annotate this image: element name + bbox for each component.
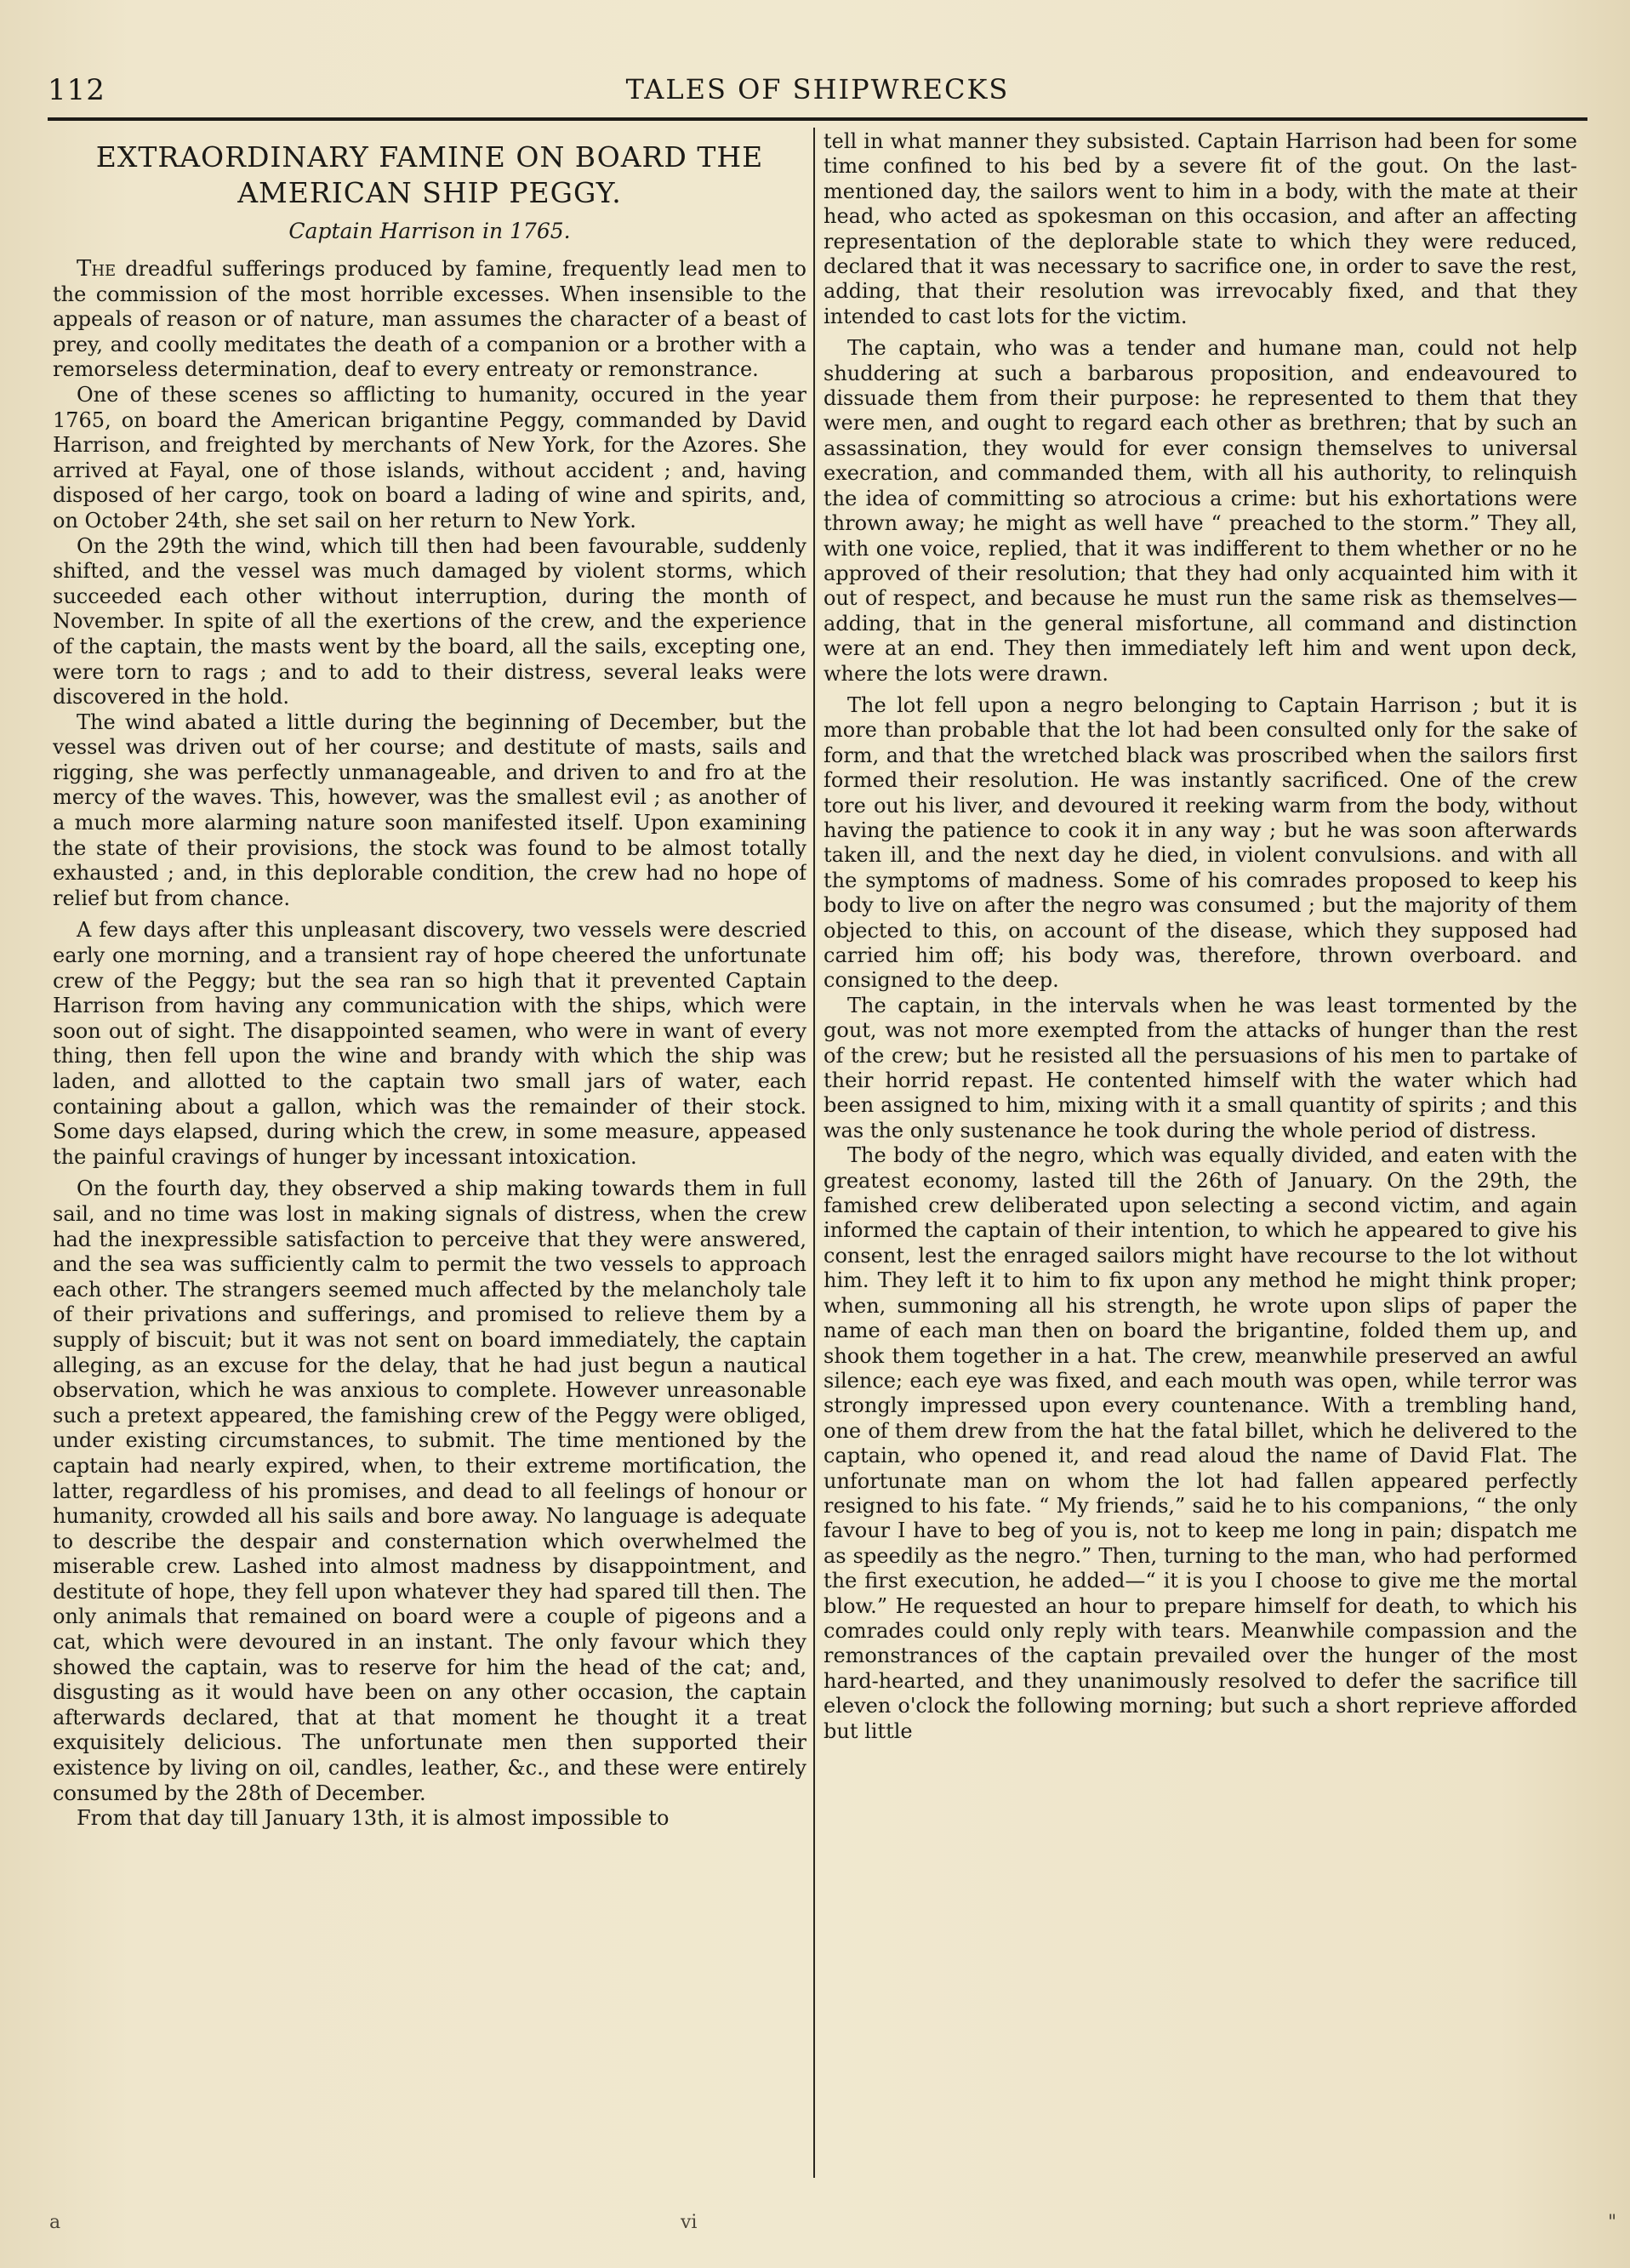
paragraph: The wind abated a little during the beginning of December, but the vessel was driven out of her course; and destitute of masts, sails and rigging, she was perfectly unmanageable, and driven to and fro at the mercy of the waves. This, however, was the smallest evil ; as another of a much more alarming nature soon manifested itself. Upon examining the state of their provisions, the stock was found to be almost totally exhausted ; and, in this deplorable condition, the crew had no hope of relief but from chance. bbox=[53, 709, 806, 910]
paragraph: The lot fell upon a negro belonging to Captain Harrison ; but it is more than probable that the lot had been consulted only for the sake of form, and that the wretched black was proscribed when the sailors first formed their resolution. He was instantly sacrificed. One of the crew tore out his liver, and devoured it reeking warm from the body, without having the patience to cook it in any way ; but he was soon afterwards taken ill, and the next day he died, in violent convulsions. and with all the symptoms of madness. Some of his comrades proposed to keep his body to live on after the negro was consumed ; but the majority of them objected to this, on account of the disease, which they supposed had carried him off; his body was, therefore, thrown overboard. and consigned to the deep. bbox=[824, 692, 1577, 993]
paragraph: On the fourth day, they observed a ship making towards them in full sail, and no time was lost in making signals of distress, when the crew had the inexpressible satisfaction to perceive that they were answered, and the sea was sufficiently calm to permit the two vessels to approach each other. The strangers seemed much affected by the melancholy tale of their privations and sufferings, and promised to relieve them by a supply of biscuit; but it was not sent on board immediately, the captain alleging, as an excuse for the delay, that he had just begun a nautical observation, which he was anxious to complete. However unreasonable such a pretext appeared, the famishing crew of the Peggy were obliged, under existing circumstances, to submit. The time mentioned by the captain had nearly expired, when, to their extreme mortification, the latter, regardless of his promises, and dead to all feelings of honour or humanity, crowded all his sails and bore away. No language is adequate to describe the despair and consternation which overwhelmed the miserable crew. Lashed into almost madness by disappointment, and destitute of hope, they fell upon whatever they had spared till then. The only animals that remained on board were a couple of pigeons and a cat, which were devoured in an instant. The only favour which they showed the captain, was to reserve for him the head of the cat; and, disgusting as it would have been on any other occasion, the captain afterwards declared, that at that moment he thought it a treat exquisitely delicious. The unfortunate men then supported their existence by living on oil, candles, leather, &c., and these were entirely consumed by the 28th of December. bbox=[53, 1177, 806, 1805]
paragraph-text: dreadful sufferings produced by famine, frequently lead men to the commission of the most horrible excesses. When insensible to the appeals of reason or of nature, man assumes the character of a beast of prey, and coolly meditates the death of a companion or a brother with a remorseless determination, deaf to every entreaty or remonstrance. bbox=[53, 257, 806, 382]
paragraph: From that day till January 13th, it is almost impossible to bbox=[77, 1806, 670, 1831]
drop-word: The bbox=[77, 256, 117, 282]
paragraph: The captain, in the intervals when he was least tormented by the gout, was not more exempted from the attacks of hunger than the rest of the crew; but he resisted all the persuasions of his men to partake of their horrid repast. He contented himself with the water which had been assigned to him, mixing with it a small quantity of spirits ; and this was the only sustenance he took during the whole period of distress. bbox=[824, 993, 1577, 1143]
article-subtitle: Captain Harrison in 1765. bbox=[288, 219, 571, 243]
article-title-line-2: AMERICAN SHIP PEGGY. bbox=[237, 176, 622, 209]
header-rule bbox=[48, 117, 1587, 121]
footer-mark-middle: vi bbox=[681, 2212, 698, 2233]
left-column bbox=[53, 129, 806, 2192]
footer-mark-right: " bbox=[1608, 2212, 1617, 2233]
paragraph: One of these scenes so afflicting to humanity, occured in the year 1765, on board the American brigantine Peggy, commanded by David Harrison, and freighted by merchants of New York, for the Azores. She arrived at Fayal, one of those islands, without accident ; and, having disposed of her cargo, took on board a lading of wine and spirits, and, on October 24th, she set sail on her return to New York. bbox=[53, 382, 806, 533]
paragraph: A few days after this unpleasant discovery, two vessels were descried early one morning, and a transient ray of hope cheered the unfortunate crew of the Peggy; but the sea ran so high that it prevented Captain Harrison from having any communication with the ships, which were soon out of sight. The disappointed seamen, who were in want of every thing, then fell upon the wine and brandy with which the ship was laden, and allotted to the captain two small jars of water, each containing about a gallon, which was the remainder of their stock. Some days elapsed, during which the crew, in some measure, appeased the painful cravings of hunger by incessant intoxication. bbox=[53, 918, 806, 1169]
paragraph: The body of the negro, which was equally divided, and eaten with the greatest economy, lasted till the 26th of January. On the 29th, the famished crew deliberated upon selecting a second victim, and again informed the captain of their intention, to which he appeared to give his consent, lest the enraged sailors might have recourse to the lot without him. They left it to him to fix upon any method he might think proper; when, summoning all his strength, he wrote upon slips of paper the name of each man then on board the brigantine, folded them up, and shook them together in a hat. The crew, meanwhile preserved an awful silence; each eye was fixed, and each mouth was open, while terror was strongly impressed upon every countenance. With a trembling hand, one of them drew from the hat the fatal billet, which he delivered to the captain, who opened it, and read aloud the name of David Flat. The unfortunate man on whom the lot had fallen appeared perfectly resigned to his fate. “ My friends,” said he to his companions, “ the only favour I have to beg of you is, not to keep me long in pain; dispatch me as speedily as the negro.” Then, turning to the man, who had performed the first execution, he added—“ it is you I choose to give me the mortal blow.” He requested an hour to prepare himself for death, to which his comrades could only reply with tears. Meanwhile compassion and the remonstrances of the captain prevailed over the hunger of the most hard-hearted, and they unanimously resolved to defer the sacrifice till eleven o'clock the following morning; but such a short reprieve afforded but little bbox=[824, 1143, 1577, 1743]
paragraph: On the 29th the wind, which till then had been favourable, suddenly shifted, and the vessel was much damaged by violent storms, which succeeded each other without interruption, during the month of November. In spite of all the exertions of the crew, and the experience of the captain, the masts went by the board, all the sails, excepting one, were torn to rags ; and to add to their distress, several leaks were discovered in the hold. bbox=[53, 533, 806, 709]
column-divider bbox=[813, 128, 815, 2178]
running-title: TALES OF SHIPWRECKS bbox=[625, 73, 1010, 105]
article-title bbox=[53, 140, 806, 211]
article-title-line-1: EXTRAORDINARY FAMINE ON BOARD THE bbox=[95, 140, 764, 174]
page-header bbox=[48, 68, 1587, 119]
paragraph: tell in what manner they subsisted. Captain Harrison had been for some time confined to his bed by a severe fit of the gout. On the last-mentioned day, the sailors went to him in a body, with the mate at their head, who acted as spokesman on this occasion, and after an affecting representation of the deplorable state to which they were reduced, declared that it was necessary to sacrifice one, in order to save the rest, adding, that their resolution was irrevocably fixed, and that they intended to cast lots for the victim. bbox=[824, 129, 1577, 328]
right-column bbox=[824, 129, 1577, 2192]
paragraph bbox=[53, 257, 806, 383]
paragraph: The captain, who was a tender and humane man, could not help shuddering at such a barbarous proposition, and endeavoured to dissuade them from their purpose: he represented to them that they were men, and ought to regard each other as brethren; that by such an assassination, they would for ever consign themselves to universal execration, and commanded them, with all his authority, to relinquish the idea of committing so atrocious a crime: but his exhortations were thrown away; he might as well have “ preached to the storm.” They all, with one voice, replied, that it was indifferent to them whether or no he approved of their resolution; that they had only acquainted him with it out of respect, and because he must run the same risk as themselves—adding, that in the general misfortune, all command and distinction were at an end. They then immediately left him and went upon deck, where the lots were drawn. bbox=[824, 336, 1577, 686]
page-number: 112 bbox=[48, 73, 105, 107]
footer-mark-left: a bbox=[49, 2212, 61, 2233]
